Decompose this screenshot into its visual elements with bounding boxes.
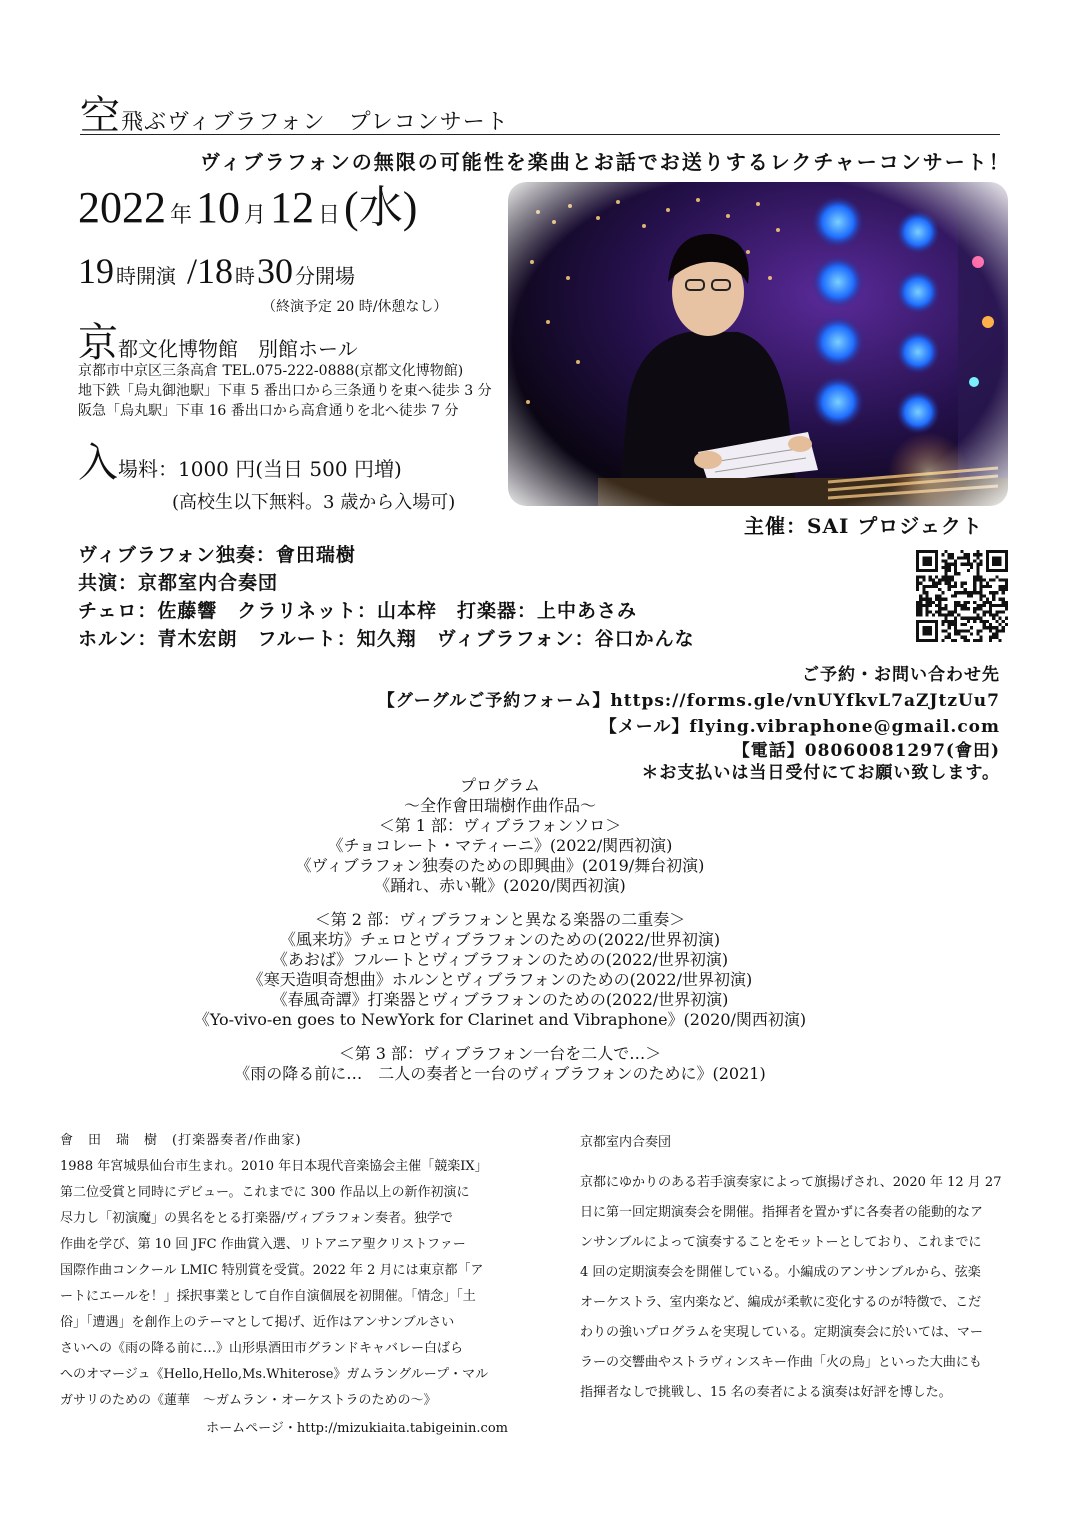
bio-line: オーケストラ、室内楽など、編成が柔軟に変化するのが特徴で、こだ (580, 1295, 982, 1310)
email-link[interactable]: 【メール】flying.vibraphone@gmail.com (599, 717, 1000, 737)
performer-line: チェロ：佐藤響 クラリネット：山本梓 打楽器：上中あさみ (78, 600, 638, 622)
time-separator: / (187, 251, 198, 291)
date-year: 2022 (78, 183, 166, 232)
year-unit: 年 (170, 202, 193, 227)
title-divider (80, 134, 1000, 135)
program-item: 《雨の降る前に… 二人の奏者と一台のヴィブラフォンのために》(2021) (234, 1064, 766, 1083)
program-item: 《チョコレート・マティーニ》(2022/関西初演) (327, 836, 673, 855)
phone-number: 【電話】08060081297(會田) (732, 741, 1000, 761)
open-min: 30 (257, 251, 294, 291)
venue-rest: 都文化博物館 別館ホール (118, 337, 358, 361)
bio-ensemble (580, 1128, 1026, 1408)
program-item: 《寒天造唄奇想曲》ホルンとヴィブラフォンのための(2022/世界初演) (247, 970, 753, 989)
bio-ensemble-heading: 京都室内合奏団 (580, 1135, 672, 1150)
start-label: 時開演 (116, 266, 176, 288)
organizer: 主催：SAI プロジェクト (744, 514, 983, 538)
bio-line: わりの強いプログラムを実現している。定期演奏会に於いては、マー (580, 1325, 983, 1340)
bio-line: ラーの交響曲やストラヴィンスキー作曲「火の鳥」といった大曲にも (580, 1355, 982, 1370)
start-hour: 19 (78, 251, 114, 291)
open-hour: 18 (197, 251, 234, 291)
bio-line: 4 回の定期演奏会を開催している。小編成のアンサンブルから、弦楽 (580, 1265, 981, 1280)
performer-line: ヴィブラフォン独奏：會田瑞樹 (78, 544, 356, 566)
bio-line: ンサンブルによって演奏することをモットーとしており、これまでに (580, 1235, 982, 1250)
bio-line: ガサリのための《蓮華 〜ガムラン・オーケストラのための〜》 (60, 1393, 437, 1408)
bio-line: 国際作曲コンクール LMIC 特別賞を受賞。2022 年 2 月には東京都「ア (60, 1263, 484, 1278)
bio-line: 1988 年宮城県仙台市生まれ。2010 年日本現代音楽協会主催「競楽IX」 (60, 1159, 488, 1174)
date-day: 12 (270, 183, 315, 232)
program-item: 《踊れ、赤い靴》(2020/関西初演) (374, 876, 626, 895)
bio-aita (60, 1128, 508, 1442)
program-item: 《春風奇譚》打楽器とヴィブラフォンのための(2022/世界初演) (271, 990, 729, 1009)
venue-address: 京都市中京区三条高倉 TEL.075-222-0888(京都文化博物館) (78, 363, 464, 379)
event-subtitle: ヴィブラフォンの無限の可能性を楽曲とお話でお送りするレクチャーコンサート！ (200, 150, 1011, 174)
program-item: 《あおば》フルートとヴィブラフォンのための(2022/世界初演) (271, 950, 729, 969)
date-month: 10 (196, 183, 241, 232)
admission-fee (78, 438, 402, 494)
program-item: 《ヴィブラフォン独奏のための即興曲》(2019/舞台初演) (295, 856, 705, 875)
bio-line: 第二位受賞と同時にデビュー。これまでに 300 作品以上の新作初演に (60, 1185, 470, 1200)
bio-line: ートにエールを！」採択事業として自作自演個展を初開催。「情念」「土 (60, 1289, 476, 1304)
part2-title: ＜第 2 部：ヴィブラフォンと異なる楽器の二重奏＞ (314, 910, 686, 929)
program-section (150, 776, 850, 1084)
program-subheading: 〜全作會田瑞樹作曲作品〜 (403, 796, 596, 815)
contact-heading: ご予約・お問い合わせ先 (802, 665, 1000, 685)
month-unit: 月 (244, 202, 267, 227)
venue-access-subway: 地下鉄「烏丸御池駅」下車 5 番出口から三条通りを東へ徒歩 3 分 (78, 383, 492, 399)
date-weekday: (水) (344, 183, 418, 232)
event-title (80, 93, 509, 139)
admission-note: (高校生以下無料。3 歳から入場可) (172, 492, 456, 513)
admission-initial: 入 (78, 440, 118, 486)
performer-photo (508, 182, 1008, 506)
payment-note: ＊お支払いは当日受付にてお願い致します。 (641, 763, 1000, 783)
program-item: 《Yo-vivo-en goes to NewYork for Clarinet and Vibraphone》(2020/関西初演) (193, 1010, 807, 1029)
bio-line: 俗」「遭遇」を創作上のテーマとして掲げ、近作はアンサンブルさい (60, 1315, 455, 1330)
reservation-form-link[interactable]: 【グーグルご予約フォーム】https://forms.gle/vnUYfkvL7aZJtzUu7 (377, 691, 1000, 711)
program-heading: プログラム (460, 776, 540, 795)
bio-line: 日に第一回定期演奏会を開催。指揮者を置かずに各奏者の能動的なア (580, 1205, 984, 1220)
qr-code[interactable] (916, 550, 1008, 642)
bio-line: さいへの《雨の降る前に…》山形県酒田市グランドキャバレー白ばら (60, 1341, 464, 1356)
venue-initial: 京 (78, 320, 118, 366)
event-date (78, 180, 417, 243)
event-title-rest: 飛ぶヴィブラフォン プレコンサート (121, 110, 509, 135)
part1-title: ＜第 1 部：ヴィブラフォンソロ＞ (378, 816, 622, 835)
homepage-link[interactable]: ホームページ・http://mizukiaita.tabigeinin.com (206, 1421, 508, 1436)
event-title-initial: 空 (80, 93, 121, 139)
bio-line: 京都にゆかりのある若手演奏家によって旗揚げされ、2020 年 12 月 27 (580, 1175, 1002, 1190)
event-time (78, 248, 357, 300)
bio-line: 尽力し「初演魔」の異名をとる打楽器/ヴィブラフォン奏者。独学で (60, 1211, 453, 1226)
day-unit: 日 (318, 202, 341, 227)
end-time-note: （終演予定 20 時/休憩なし） (262, 299, 448, 315)
part3-title: ＜第 3 部：ヴィブラフォン一台を二人で…＞ (338, 1044, 662, 1063)
bio-line: へのオマージュ《Hello,Hello,Ms.Whiterose》ガムラングループ・マル (60, 1367, 489, 1382)
bio-line: 指揮者なしで挑戦し、15 名の奏者による演奏は好評を博した。 (580, 1385, 952, 1400)
performer-line: ホルン：青木宏朗 フルート：知久翔 ヴィブラフォン：谷口かんな (78, 628, 695, 650)
bio-aita-heading: 會 田 瑞 樹 (打楽器奏者/作曲家) (60, 1133, 302, 1148)
admission-rest: 場料：1000 円(当日 500 円増) (118, 457, 402, 481)
open-label: 分開場 (295, 266, 356, 288)
program-item: 《風来坊》チェロとヴィブラフォンのための(2022/世界初演) (279, 930, 721, 949)
bio-line: 作曲を学び、第 10 回 JFC 作曲賞入選、リトアニア聖クリストファー (60, 1237, 466, 1252)
venue-access-hankyu: 阪急「烏丸駅」下車 16 番出口から高倉通りを北へ徒歩 7 分 (78, 403, 459, 419)
performer-line: 共演：京都室内合奏団 (78, 572, 279, 594)
open-hour-unit: 時 (235, 266, 256, 288)
